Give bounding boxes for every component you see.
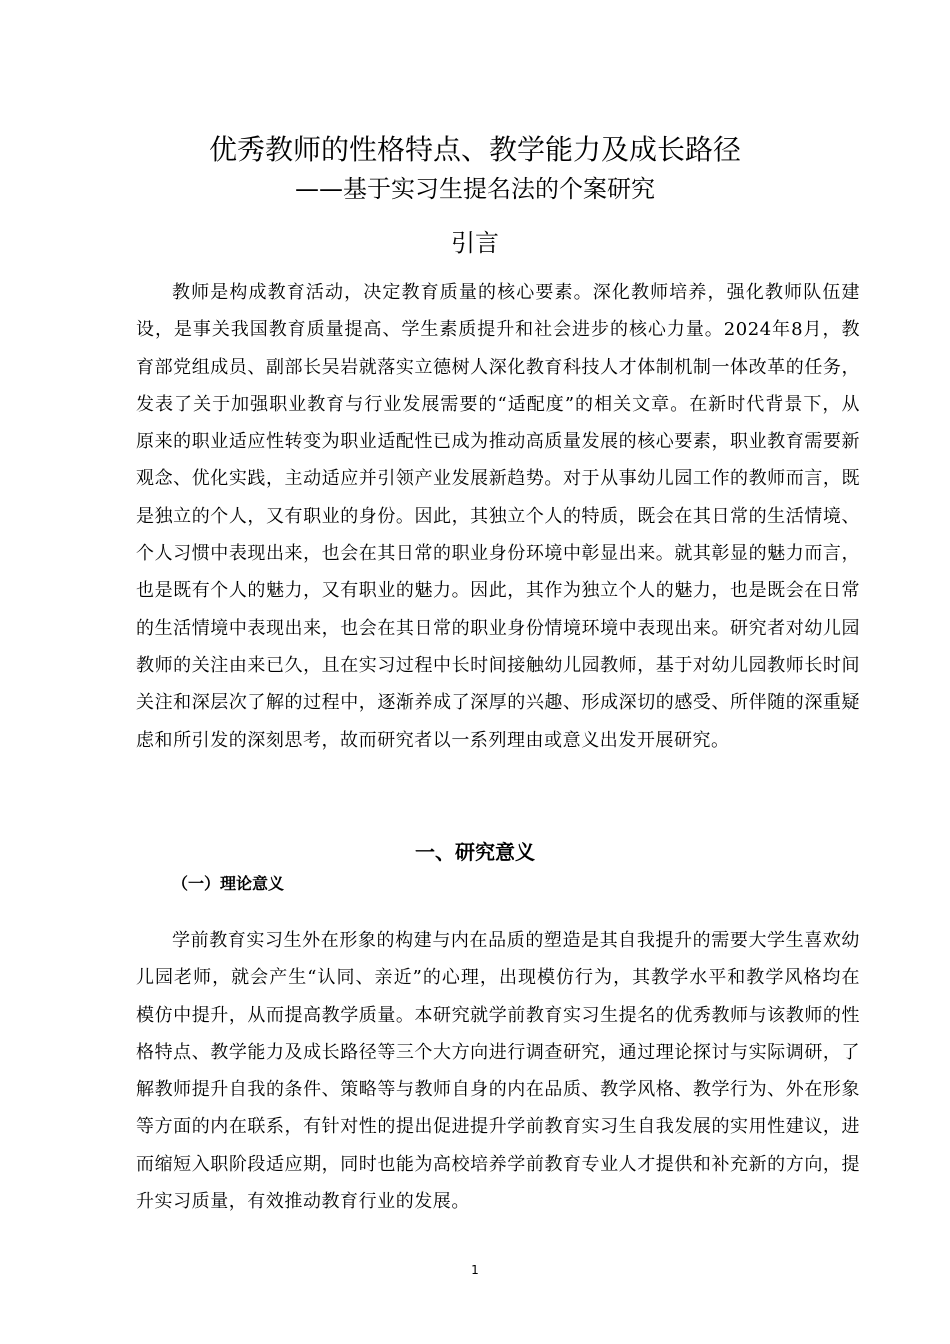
intro-paragraph: 教师是构成教育活动，决定教育质量的核心要素。深化教师培养，强化教师队伍建设，是事关我国教育质量提高、学生素质提升和社会进步的核心力量。2024年8月，教育部党组成员、副部长吴岩就落实立德树人深化教育科技人才体制机制一体改革的任务，发表了关于加强职业教育与行业发展需要的“适配度”的相关文章。在新时代背景下，从原来的职业适应性转变为职业适配性已成为推动高质量发展的核心要素，职业教育需要新观念、优化实践，主动适应并引领产业发展新趋势。对于从事幼儿园工作的教师而言，既是独立的个人，又有职业的身份。因此，其独立个人的特质，既会在其日常的生活情境、个人习惯中表现出来，也会在其日常的职业身份环境中彰显出来。就其彰显的魅力而言，也是既有个人的魅力，又有职业的魅力。因此，其作为独立个人的魅力，也是既会在日常的生活情境中表现出来，也会在其日常的职业身份情境环境中表现出来。研究者对幼儿园教师的关注由来已久，且在实习过程中长时间接触幼儿园教师，基于对幼儿园教师长时间关注和深层次了解的过程中，逐渐养成了深厚的兴趣、形成深切的感受、所伴随的深重疑虑和所引发的深刻思考，故而研究者以一系列理由或意义出发开展研究。	[136, 282, 860, 751]
theory-paragraph: 学前教育实习生外在形象的构建与内在品质的塑造是其自我提升的需要大学生喜欢幼儿园老师，就会产生“认同、亲近”的心理，出现模仿行为，其教学水平和教学风格均在模仿中提升，从而提高教学质量。本研究就学前教育实习生提名的优秀教师与该教师的性格特点、教学能力及成长路径等三个大方向进行调查研究，通过理论探讨与实际调研，了解教师提升自我的条件、策略等与教师自身的内在品质、教学风格、教学行为、外在形象等方面的内在联系，有针对性的提出促进提升学前教育实习生自我发展的实用性建议，进而缩短入职阶段适应期，同时也能为高校培养学前教育专业人才提供和补充新的方向，提升实习质量，有效推动教育行业的发展。	[136, 930, 860, 1213]
section-heading-research-significance: 一、研究意义	[415, 840, 535, 864]
document-title: 优秀教师的性格特点、教学能力及成长路径	[208, 133, 741, 166]
page-number: 1	[471, 1263, 479, 1277]
subsection-heading-theoretical-significance: （一）理论意义	[172, 874, 285, 893]
document-subtitle: ——基于实习生提名法的个案研究	[295, 175, 655, 203]
intro-heading: 引言	[451, 229, 499, 257]
